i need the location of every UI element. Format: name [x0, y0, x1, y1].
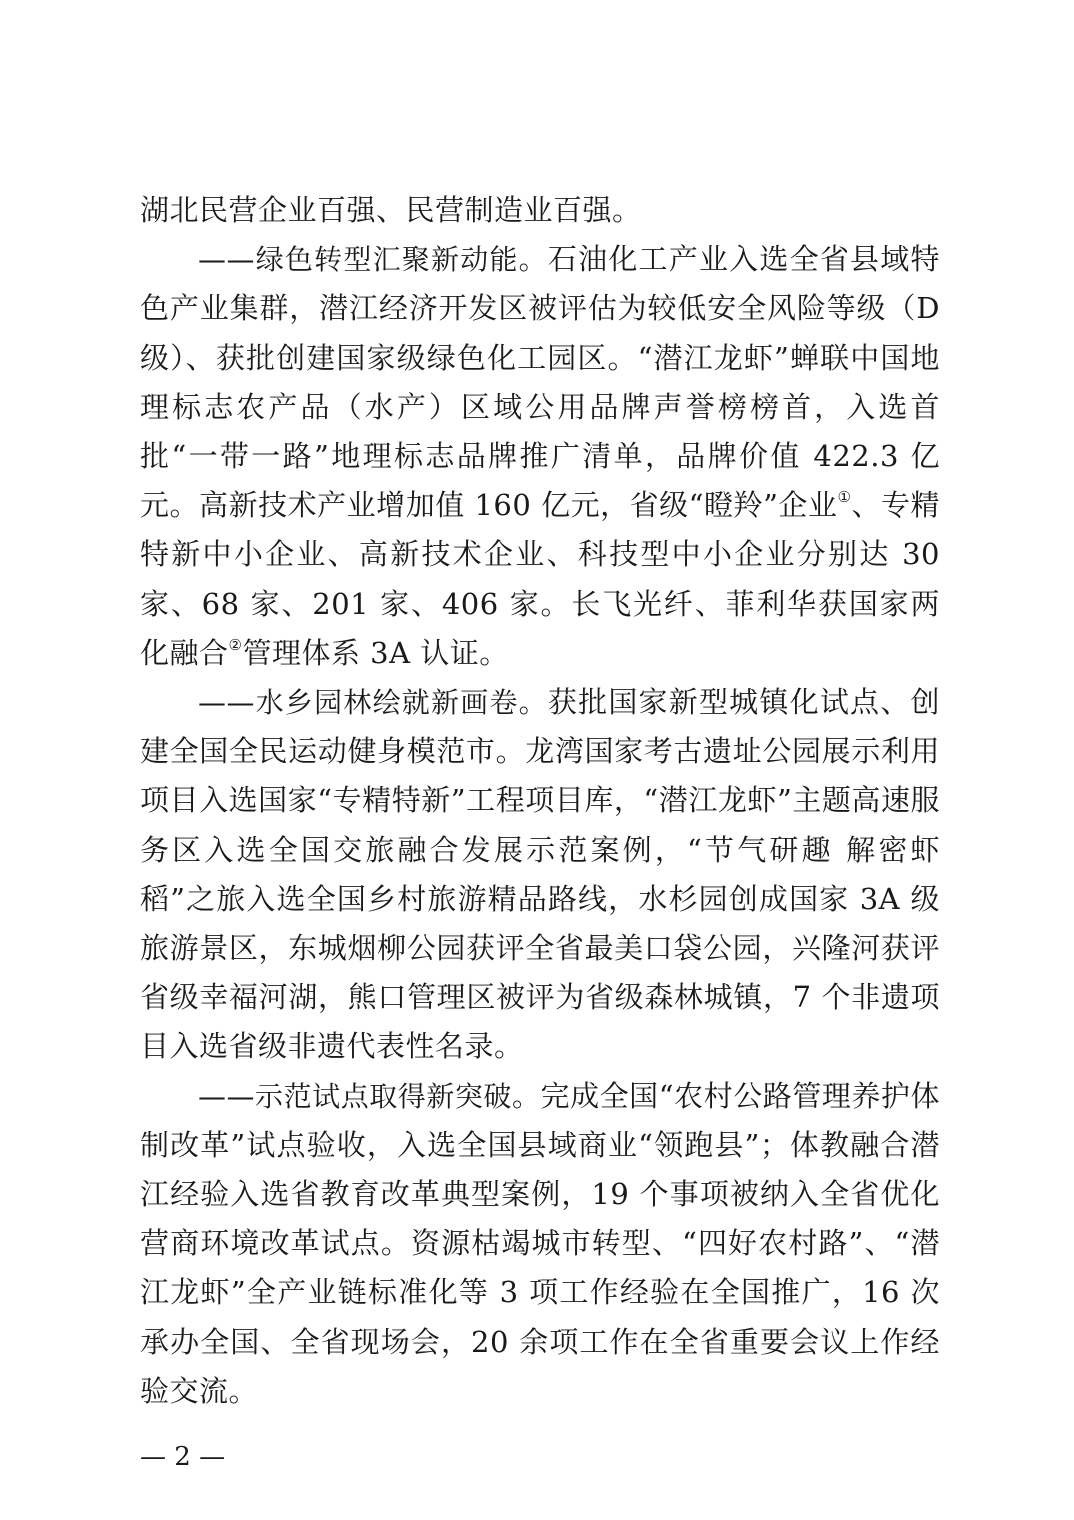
paragraph-green-transformation	[140, 235, 940, 678]
page-number: — 2 —	[140, 1442, 226, 1472]
paragraph-water-town-gardens	[140, 678, 940, 1072]
footnote-marker: ②	[228, 635, 243, 654]
paragraph-heading: ——水乡园林绘就新画卷。	[198, 686, 548, 720]
document-body	[140, 186, 940, 1416]
paragraph-continuation	[140, 186, 940, 235]
paragraph-text: 石油化工产业入选全省县域特色产业集群，潜江经济开发区被评估为较低安全风险等级（D级）、获批创建国家级绿色化工园区。“潜江龙虾”蝉联中国地理标志农产品（水产）区域公用品牌声誉榜榜首，入选首批“一带一路”地理标志品牌推广清单，品牌价值 422.3 亿元。高新技术产业增加值 160 亿元，省级“瞪羚”企业	[140, 242, 940, 523]
paragraph-heading: ——示范试点取得新突破。	[198, 1079, 541, 1113]
paragraph-text: 湖北民营企业百强、民营制造业百强。	[140, 193, 642, 227]
paragraph-pilot-breakthroughs	[140, 1072, 940, 1416]
paragraph-text: 完成全国“农村公路管理养护体制改革”试点验收，入选全国县域商业“领跑县”；体教融合潜江经验入选省教育改革典型案例，19 个事项被纳入全省优化营商环境改革试点。资源枯竭城市转型、“四好农村路”、“潜江龙虾”全产业链标准化等 3 项工作经验在全国推广，16 次承办全国、全省现场会，20 余项工作在全省重要会议上作经验交流。	[140, 1078, 940, 1408]
paragraph-heading: ——绿色转型汇聚新动能。	[198, 243, 548, 277]
paragraph-text: 、专精特新中小企业、高新技术企业、科技型中小企业分别达 30 家、68 家、201 家、406 家。长飞光纤、菲利华获国家两化融合	[140, 488, 940, 670]
paragraph-text: 获批国家新型城镇化试点、创建全国全民运动健身模范市。龙湾国家考古遗址公园展示利用项目入选国家“专精特新”工程项目库，“潜江龙虾”主题高速服务区入选全国交旅融合发展示范案例，“节气研趣 解密虾稻”之旅入选全国乡村旅游精品路线，水杉园创成国家 3A 级旅游景区，东城烟柳公园获评全省最美口袋公园，兴隆河获评省级幸福河湖，熊口管理区被评为省级森林城镇，7 个非遗项目入选省级非遗代表性名录。	[140, 685, 940, 1064]
paragraph-text: 管理体系 3A 认证。	[242, 635, 509, 670]
footnote-marker: ①	[837, 488, 852, 507]
